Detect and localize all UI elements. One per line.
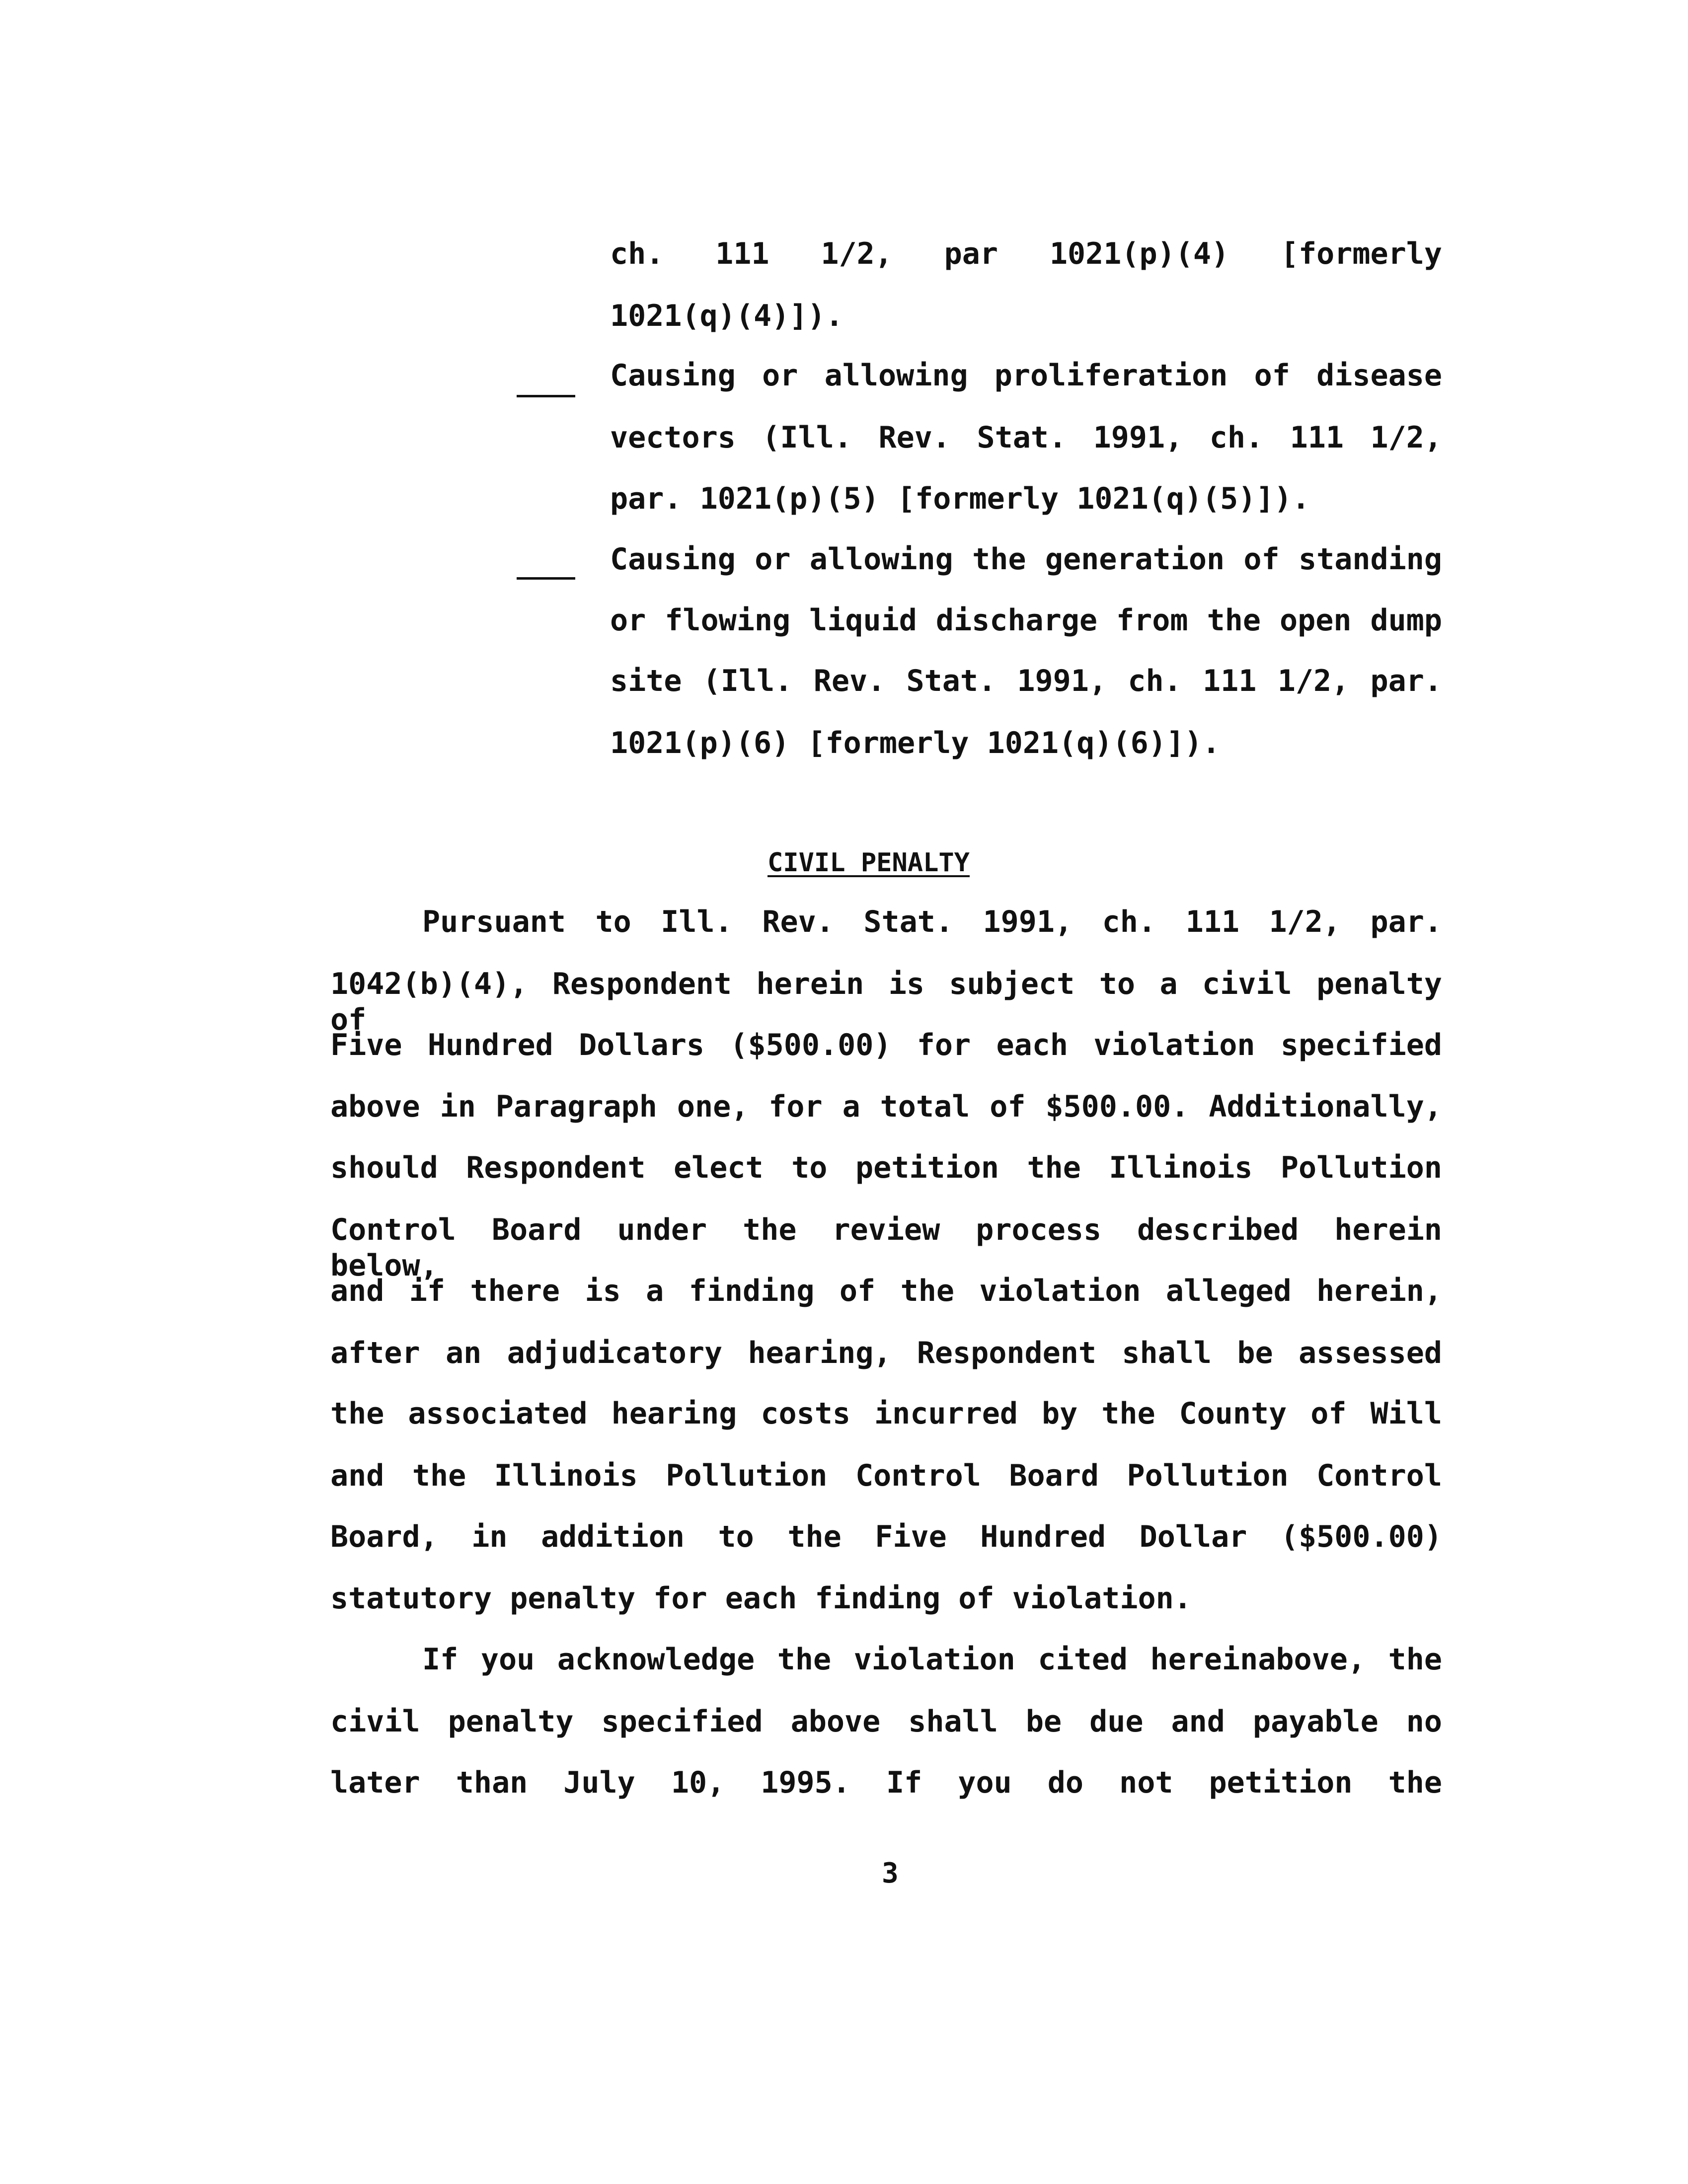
emphasis-text: Respondent herein is subject to a civil penalty of xyxy=(330,967,1442,1037)
paragraph-1-line-4 xyxy=(330,1089,1442,1125)
checkbox-blank-line xyxy=(517,395,575,397)
paragraph-1-line-7: and if there is a finding of the violation alleged herein, xyxy=(330,1274,1442,1308)
plain-text: Additionally, xyxy=(1189,1089,1442,1124)
plain-text: later than xyxy=(330,1765,564,1800)
list-item-3-line-3: site (Ill. Rev. Stat. 1991, ch. 111 1/2, par. xyxy=(610,664,1442,698)
list-item-3-line-2: or flowing liquid discharge from the open dump xyxy=(610,603,1442,638)
paragraph-1-line-1: Pursuant to Ill. Rev. Stat. 1991, ch. 111 1/2, par. xyxy=(422,904,1442,939)
due-date: July 10, 1995. xyxy=(563,1765,850,1800)
paragraph-1-line-5: should Respondent elect to petition the Illinois Pollution xyxy=(330,1150,1442,1185)
list-item-2-line-2: vectors (Ill. Rev. Stat. 1991, ch. 111 1/2, xyxy=(610,420,1442,455)
paragraph-1-line-8: after an adjudicatory hearing, Respondent shall be assessed xyxy=(330,1336,1442,1370)
list-item-3-line-4: 1021(p)(6) [formerly 1021(q)(6)]). xyxy=(610,726,1221,760)
paragraph-1-line-10: and the Illinois Pollution Control Board Pollution Control xyxy=(330,1458,1442,1493)
list-item-1-line-1: ch. 111 1/2, par 1021(p)(4) [formerly xyxy=(610,236,1442,271)
list-item-2-line-1: Causing or allowing proliferation of disease xyxy=(610,358,1442,393)
page-number: 3 xyxy=(882,1857,899,1889)
list-item-3-line-1: Causing or allowing the generation of standing xyxy=(610,542,1442,577)
paragraph-1-line-11: Board, in addition to the Five Hundred Dollar ($500.00) xyxy=(330,1519,1442,1554)
paragraph-2-line-1: If you acknowledge the violation cited hereinabove, the xyxy=(422,1642,1442,1677)
paragraph-2-line-2: civil penalty specified above shall be due and payable no xyxy=(330,1704,1442,1739)
list-item-2-line-3: par. 1021(p)(5) [formerly 1021(q)(5)]). xyxy=(610,481,1310,516)
paragraph-1-line-6: Control Board under the review process described herein below, xyxy=(330,1212,1442,1283)
paragraph-2-line-3 xyxy=(330,1765,1442,1801)
checkbox-blank-line xyxy=(517,577,575,580)
list-item-1-line-2: 1021(q)(4)]). xyxy=(610,299,844,333)
emphasis-text: above in Paragraph one, for a total of $500.00. xyxy=(330,1089,1189,1124)
plain-text: If you do not petition the xyxy=(850,1765,1442,1800)
statute-reference: 1042(b)(4), xyxy=(330,967,552,1001)
paragraph-1-line-3: Five Hundred Dollars ($500.00) for each violation specified xyxy=(330,1028,1442,1062)
section-heading: CIVIL PENALTY xyxy=(767,848,970,878)
paragraph-1-line-9: the associated hearing costs incurred by the County of Will xyxy=(330,1396,1442,1431)
paragraph-1-line-12: statutory penalty for each finding of violation. xyxy=(330,1581,1192,1616)
